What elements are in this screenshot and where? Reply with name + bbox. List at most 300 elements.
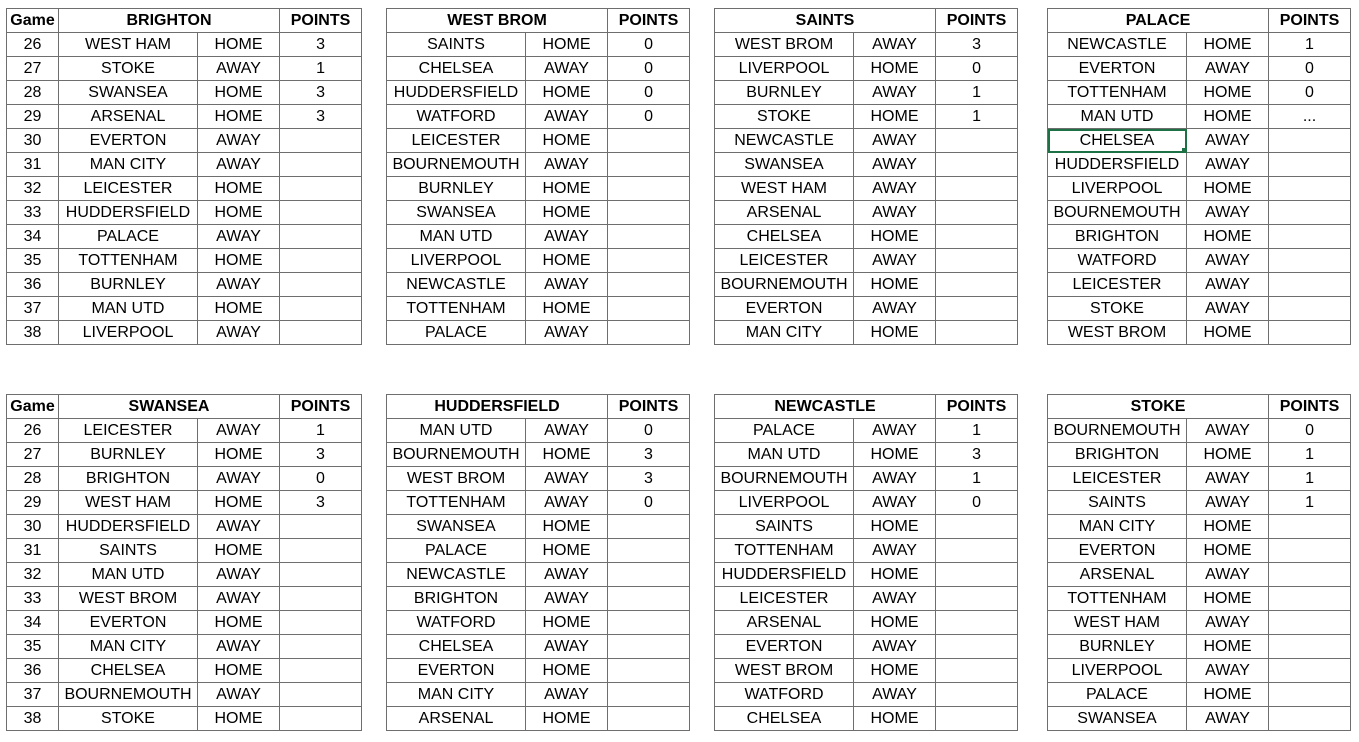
opponent-cell[interactable]: STOKE [715,105,854,129]
venue-cell[interactable]: HOME [526,443,608,467]
points-cell[interactable] [1269,515,1351,539]
points-cell[interactable] [608,201,690,225]
opponent-cell[interactable]: BURNLEY [59,273,198,297]
points-cell[interactable] [1269,201,1351,225]
points-cell[interactable] [608,129,690,153]
venue-cell[interactable]: AWAY [198,683,280,707]
points-cell[interactable] [280,273,362,297]
opponent-cell[interactable]: BOURNEMOUTH [387,153,526,177]
venue-cell[interactable]: HOME [198,611,280,635]
game-number-cell[interactable]: 38 [7,707,59,731]
points-cell[interactable] [608,249,690,273]
venue-cell[interactable]: HOME [198,249,280,273]
venue-cell[interactable]: HOME [1187,539,1269,563]
game-number-cell[interactable]: 33 [7,201,59,225]
points-cell[interactable] [936,563,1018,587]
fill-handle[interactable] [1182,148,1187,153]
venue-cell[interactable]: HOME [854,707,936,731]
opponent-cell[interactable]: LIVERPOOL [387,249,526,273]
opponent-cell[interactable]: STOKE [59,707,198,731]
opponent-cell[interactable]: SWANSEA [387,201,526,225]
points-cell[interactable] [1269,635,1351,659]
points-cell[interactable] [1269,539,1351,563]
opponent-cell[interactable]: BOURNEMOUTH [59,683,198,707]
points-cell[interactable] [1269,153,1351,177]
game-number-cell[interactable]: 35 [7,635,59,659]
opponent-cell[interactable]: MAN UTD [387,419,526,443]
points-cell[interactable] [936,539,1018,563]
venue-cell[interactable]: HOME [198,201,280,225]
venue-cell[interactable]: HOME [198,707,280,731]
opponent-cell[interactable]: LIVERPOOL [1048,659,1187,683]
points-cell[interactable]: 0 [608,81,690,105]
opponent-cell[interactable]: WEST HAM [59,491,198,515]
venue-cell[interactable]: HOME [198,177,280,201]
venue-cell[interactable]: AWAY [526,321,608,345]
opponent-cell[interactable]: CHELSEA [387,57,526,81]
game-number-cell[interactable]: 28 [7,81,59,105]
game-number-cell[interactable]: 33 [7,587,59,611]
venue-cell[interactable]: HOME [854,443,936,467]
points-header-cell[interactable]: POINTS [608,9,690,33]
points-header-cell[interactable]: POINTS [936,9,1018,33]
venue-cell[interactable]: AWAY [1187,201,1269,225]
points-cell[interactable] [1269,707,1351,731]
opponent-cell[interactable]: WEST BROM [715,659,854,683]
venue-cell[interactable]: HOME [1187,587,1269,611]
points-cell[interactable]: 0 [608,33,690,57]
game-number-cell[interactable]: 26 [7,33,59,57]
opponent-cell[interactable]: HUDDERSFIELD [59,515,198,539]
opponent-cell[interactable]: SWANSEA [1048,707,1187,731]
points-cell[interactable]: 0 [608,57,690,81]
points-cell[interactable] [936,515,1018,539]
venue-cell[interactable]: AWAY [854,81,936,105]
opponent-cell[interactable]: BURNLEY [59,443,198,467]
venue-cell[interactable]: HOME [526,177,608,201]
opponent-cell[interactable]: BOURNEMOUTH [1048,419,1187,443]
game-number-cell[interactable]: 31 [7,539,59,563]
opponent-cell[interactable]: NEWCASTLE [1048,33,1187,57]
points-header-cell[interactable]: POINTS [936,395,1018,419]
opponent-cell[interactable]: EVERTON [59,129,198,153]
opponent-cell[interactable]: MAN UTD [59,563,198,587]
team-header-cell[interactable]: STOKE [1048,395,1269,419]
opponent-cell[interactable]: BRIGHTON [59,467,198,491]
opponent-cell[interactable]: LEICESTER [387,129,526,153]
points-cell[interactable] [280,177,362,201]
team-header-cell[interactable]: WEST BROM [387,9,608,33]
opponent-cell[interactable]: BRIGHTON [1048,443,1187,467]
opponent-cell[interactable]: SAINTS [59,539,198,563]
venue-cell[interactable]: AWAY [1187,273,1269,297]
points-cell[interactable] [608,563,690,587]
opponent-cell[interactable]: BOURNEMOUTH [1048,201,1187,225]
opponent-cell[interactable]: LIVERPOOL [715,491,854,515]
venue-cell[interactable]: HOME [854,105,936,129]
opponent-cell[interactable]: WEST HAM [715,177,854,201]
opponent-cell[interactable]: LEICESTER [715,249,854,273]
points-cell[interactable] [936,225,1018,249]
points-cell[interactable] [936,297,1018,321]
venue-cell[interactable]: AWAY [526,683,608,707]
venue-cell[interactable]: HOME [526,611,608,635]
opponent-cell[interactable]: CHELSEA [715,225,854,249]
opponent-cell[interactable]: MAN UTD [715,443,854,467]
venue-cell[interactable]: AWAY [1187,707,1269,731]
points-cell[interactable] [1269,225,1351,249]
venue-cell[interactable]: HOME [1187,443,1269,467]
venue-cell[interactable]: AWAY [526,57,608,81]
opponent-cell[interactable]: WATFORD [715,683,854,707]
opponent-cell[interactable]: LIVERPOOL [1048,177,1187,201]
venue-cell[interactable]: AWAY [1187,467,1269,491]
venue-cell[interactable]: HOME [526,201,608,225]
opponent-cell[interactable]: NEWCASTLE [715,129,854,153]
opponent-cell[interactable]: LIVERPOOL [59,321,198,345]
opponent-cell[interactable]: WEST HAM [59,33,198,57]
venue-cell[interactable]: AWAY [854,249,936,273]
points-header-cell[interactable]: POINTS [608,395,690,419]
points-header-cell[interactable]: POINTS [280,395,362,419]
opponent-cell[interactable]: ARSENAL [715,611,854,635]
opponent-cell[interactable]: SAINTS [715,515,854,539]
points-cell[interactable] [1269,321,1351,345]
points-cell[interactable] [936,635,1018,659]
points-cell[interactable] [608,587,690,611]
venue-cell[interactable]: AWAY [854,683,936,707]
venue-cell[interactable]: HOME [198,105,280,129]
points-cell[interactable] [280,129,362,153]
game-header-cell[interactable]: Game [7,395,59,419]
opponent-cell[interactable]: ARSENAL [387,707,526,731]
game-number-cell[interactable]: 36 [7,659,59,683]
points-cell[interactable] [936,129,1018,153]
opponent-cell[interactable]: WATFORD [1048,249,1187,273]
venue-cell[interactable]: AWAY [526,635,608,659]
points-cell[interactable]: 3 [280,81,362,105]
points-cell[interactable] [1269,249,1351,273]
opponent-cell[interactable]: BURNLEY [715,81,854,105]
points-cell[interactable]: ... [1269,105,1351,129]
points-cell[interactable]: 3 [280,491,362,515]
venue-cell[interactable]: AWAY [854,201,936,225]
points-cell[interactable] [280,515,362,539]
opponent-cell[interactable]: MAN CITY [59,153,198,177]
opponent-cell[interactable]: LEICESTER [1048,467,1187,491]
opponent-cell[interactable]: PALACE [387,321,526,345]
opponent-cell[interactable]: EVERTON [1048,57,1187,81]
venue-cell[interactable]: AWAY [854,587,936,611]
opponent-cell[interactable]: BOURNEMOUTH [715,467,854,491]
points-cell[interactable]: 0 [608,419,690,443]
opponent-cell[interactable]: LEICESTER [59,177,198,201]
points-cell[interactable] [1269,563,1351,587]
selected-cell[interactable]: CHELSEA [1048,129,1187,153]
venue-cell[interactable]: AWAY [1187,563,1269,587]
venue-cell[interactable]: HOME [198,297,280,321]
opponent-cell[interactable]: MAN UTD [1048,105,1187,129]
points-cell[interactable] [936,201,1018,225]
game-number-cell[interactable]: 28 [7,467,59,491]
venue-cell[interactable]: AWAY [1187,491,1269,515]
opponent-cell[interactable]: STOKE [59,57,198,81]
venue-cell[interactable]: HOME [198,491,280,515]
venue-cell[interactable]: HOME [526,129,608,153]
venue-cell[interactable]: AWAY [526,587,608,611]
opponent-cell[interactable]: SAINTS [387,33,526,57]
points-cell[interactable] [608,683,690,707]
venue-cell[interactable]: HOME [526,297,608,321]
points-cell[interactable]: 0 [608,105,690,129]
points-cell[interactable] [280,707,362,731]
venue-cell[interactable]: AWAY [198,587,280,611]
team-header-cell[interactable]: SWANSEA [59,395,280,419]
points-cell[interactable]: 1 [1269,443,1351,467]
points-cell[interactable] [608,225,690,249]
venue-cell[interactable]: AWAY [198,635,280,659]
points-cell[interactable] [608,273,690,297]
opponent-cell[interactable]: TOTTENHAM [1048,587,1187,611]
points-cell[interactable] [280,321,362,345]
game-number-cell[interactable]: 26 [7,419,59,443]
venue-cell[interactable]: AWAY [854,177,936,201]
points-cell[interactable]: 3 [280,33,362,57]
venue-cell[interactable]: AWAY [1187,153,1269,177]
opponent-cell[interactable]: ARSENAL [1048,563,1187,587]
venue-cell[interactable]: AWAY [198,225,280,249]
opponent-cell[interactable]: BURNLEY [1048,635,1187,659]
points-cell[interactable]: 0 [280,467,362,491]
opponent-cell[interactable]: EVERTON [59,611,198,635]
opponent-cell[interactable]: STOKE [1048,297,1187,321]
team-header-cell[interactable]: BRIGHTON [59,9,280,33]
opponent-cell[interactable]: LEICESTER [1048,273,1187,297]
venue-cell[interactable]: HOME [526,539,608,563]
venue-cell[interactable]: HOME [526,33,608,57]
venue-cell[interactable]: HOME [198,443,280,467]
opponent-cell[interactable]: EVERTON [715,635,854,659]
venue-cell[interactable]: HOME [854,225,936,249]
game-number-cell[interactable]: 29 [7,105,59,129]
points-cell[interactable]: 1 [936,105,1018,129]
points-cell[interactable] [1269,683,1351,707]
points-cell[interactable] [280,683,362,707]
points-cell[interactable] [280,587,362,611]
points-cell[interactable] [936,249,1018,273]
venue-cell[interactable]: AWAY [198,129,280,153]
game-number-cell[interactable]: 31 [7,153,59,177]
venue-cell[interactable]: AWAY [1187,297,1269,321]
points-cell[interactable]: 0 [1269,57,1351,81]
opponent-cell[interactable]: WATFORD [387,105,526,129]
venue-cell[interactable]: AWAY [854,491,936,515]
opponent-cell[interactable]: MAN CITY [59,635,198,659]
venue-cell[interactable]: AWAY [1187,419,1269,443]
opponent-cell[interactable]: CHELSEA [387,635,526,659]
points-cell[interactable]: 1 [280,419,362,443]
venue-cell[interactable]: HOME [1187,515,1269,539]
opponent-cell[interactable]: BURNLEY [387,177,526,201]
venue-cell[interactable]: AWAY [1187,129,1269,153]
points-cell[interactable]: 0 [1269,419,1351,443]
points-cell[interactable] [1269,297,1351,321]
points-cell[interactable] [608,177,690,201]
points-cell[interactable] [936,177,1018,201]
points-cell[interactable]: 0 [936,491,1018,515]
venue-cell[interactable]: AWAY [198,321,280,345]
venue-cell[interactable]: HOME [854,659,936,683]
points-cell[interactable] [936,611,1018,635]
opponent-cell[interactable]: CHELSEA [59,659,198,683]
opponent-cell[interactable]: PALACE [715,419,854,443]
opponent-cell[interactable]: TOTTENHAM [387,491,526,515]
game-number-cell[interactable]: 30 [7,129,59,153]
game-number-cell[interactable]: 36 [7,273,59,297]
opponent-cell[interactable]: TOTTENHAM [387,297,526,321]
opponent-cell[interactable]: PALACE [387,539,526,563]
opponent-cell[interactable]: LIVERPOOL [715,57,854,81]
opponent-cell[interactable]: ARSENAL [59,105,198,129]
venue-cell[interactable]: AWAY [198,153,280,177]
opponent-cell[interactable]: MAN CITY [1048,515,1187,539]
points-cell[interactable]: 1 [1269,491,1351,515]
points-cell[interactable] [608,635,690,659]
opponent-cell[interactable]: SWANSEA [59,81,198,105]
team-header-cell[interactable]: HUDDERSFIELD [387,395,608,419]
points-cell[interactable]: 3 [280,443,362,467]
venue-cell[interactable]: HOME [526,249,608,273]
venue-cell[interactable]: AWAY [526,491,608,515]
opponent-cell[interactable]: SWANSEA [387,515,526,539]
opponent-cell[interactable]: EVERTON [715,297,854,321]
venue-cell[interactable]: HOME [1187,321,1269,345]
points-cell[interactable] [936,273,1018,297]
points-cell[interactable] [608,321,690,345]
opponent-cell[interactable]: MAN CITY [715,321,854,345]
opponent-cell[interactable]: HUDDERSFIELD [715,563,854,587]
venue-cell[interactable]: HOME [854,611,936,635]
game-header-cell[interactable]: Game [7,9,59,33]
team-header-cell[interactable]: SAINTS [715,9,936,33]
venue-cell[interactable]: AWAY [854,153,936,177]
venue-cell[interactable]: AWAY [198,467,280,491]
game-number-cell[interactable]: 34 [7,225,59,249]
venue-cell[interactable]: AWAY [1187,249,1269,273]
points-cell[interactable] [280,563,362,587]
points-cell[interactable] [1269,273,1351,297]
points-cell[interactable] [608,707,690,731]
points-cell[interactable]: 0 [936,57,1018,81]
points-cell[interactable] [280,201,362,225]
points-cell[interactable] [280,225,362,249]
points-cell[interactable] [280,611,362,635]
points-cell[interactable] [280,539,362,563]
venue-cell[interactable]: HOME [854,563,936,587]
points-cell[interactable] [1269,659,1351,683]
venue-cell[interactable]: HOME [1187,225,1269,249]
opponent-cell[interactable]: WEST HAM [1048,611,1187,635]
game-number-cell[interactable]: 38 [7,321,59,345]
opponent-cell[interactable]: LEICESTER [59,419,198,443]
venue-cell[interactable]: AWAY [198,57,280,81]
game-number-cell[interactable]: 34 [7,611,59,635]
opponent-cell[interactable]: TOTTENHAM [715,539,854,563]
venue-cell[interactable]: HOME [526,707,608,731]
venue-cell[interactable]: HOME [198,33,280,57]
points-cell[interactable] [936,707,1018,731]
opponent-cell[interactable]: TOTTENHAM [59,249,198,273]
opponent-cell[interactable]: MAN UTD [387,225,526,249]
points-cell[interactable] [608,539,690,563]
points-cell[interactable] [280,659,362,683]
venue-cell[interactable]: AWAY [526,153,608,177]
points-cell[interactable]: 1 [1269,467,1351,491]
opponent-cell[interactable]: WEST BROM [59,587,198,611]
points-cell[interactable] [608,515,690,539]
points-cell[interactable] [608,659,690,683]
opponent-cell[interactable]: TOTTENHAM [1048,81,1187,105]
opponent-cell[interactable]: HUDDERSFIELD [1048,153,1187,177]
points-cell[interactable] [936,683,1018,707]
points-header-cell[interactable]: POINTS [280,9,362,33]
opponent-cell[interactable]: CHELSEA [715,707,854,731]
venue-cell[interactable]: HOME [526,81,608,105]
opponent-cell[interactable]: BOURNEMOUTH [715,273,854,297]
opponent-cell[interactable]: BRIGHTON [387,587,526,611]
venue-cell[interactable]: AWAY [1187,57,1269,81]
game-number-cell[interactable]: 27 [7,57,59,81]
venue-cell[interactable]: HOME [854,273,936,297]
opponent-cell[interactable]: HUDDERSFIELD [387,81,526,105]
points-cell[interactable] [608,611,690,635]
points-header-cell[interactable]: POINTS [1269,9,1351,33]
opponent-cell[interactable]: SWANSEA [715,153,854,177]
venue-cell[interactable]: HOME [198,81,280,105]
points-cell[interactable]: 1 [936,81,1018,105]
venue-cell[interactable]: AWAY [854,297,936,321]
opponent-cell[interactable]: EVERTON [387,659,526,683]
venue-cell[interactable]: HOME [526,515,608,539]
venue-cell[interactable]: AWAY [198,419,280,443]
venue-cell[interactable]: AWAY [1187,659,1269,683]
opponent-cell[interactable]: MAN UTD [59,297,198,321]
venue-cell[interactable]: AWAY [854,539,936,563]
venue-cell[interactable]: HOME [1187,683,1269,707]
venue-cell[interactable]: HOME [198,539,280,563]
opponent-cell[interactable]: NEWCASTLE [387,273,526,297]
opponent-cell[interactable]: WATFORD [387,611,526,635]
game-number-cell[interactable]: 37 [7,683,59,707]
venue-cell[interactable]: HOME [198,659,280,683]
opponent-cell[interactable]: WEST BROM [387,467,526,491]
venue-cell[interactable]: AWAY [854,419,936,443]
opponent-cell[interactable]: SAINTS [1048,491,1187,515]
team-header-cell[interactable]: NEWCASTLE [715,395,936,419]
points-cell[interactable] [280,153,362,177]
points-cell[interactable]: 3 [280,105,362,129]
opponent-cell[interactable]: BRIGHTON [1048,225,1187,249]
game-number-cell[interactable]: 32 [7,177,59,201]
game-number-cell[interactable]: 37 [7,297,59,321]
venue-cell[interactable]: AWAY [1187,611,1269,635]
opponent-cell[interactable]: ARSENAL [715,201,854,225]
venue-cell[interactable]: HOME [526,659,608,683]
game-number-cell[interactable]: 32 [7,563,59,587]
points-cell[interactable] [608,153,690,177]
opponent-cell[interactable]: MAN CITY [387,683,526,707]
venue-cell[interactable]: AWAY [198,273,280,297]
